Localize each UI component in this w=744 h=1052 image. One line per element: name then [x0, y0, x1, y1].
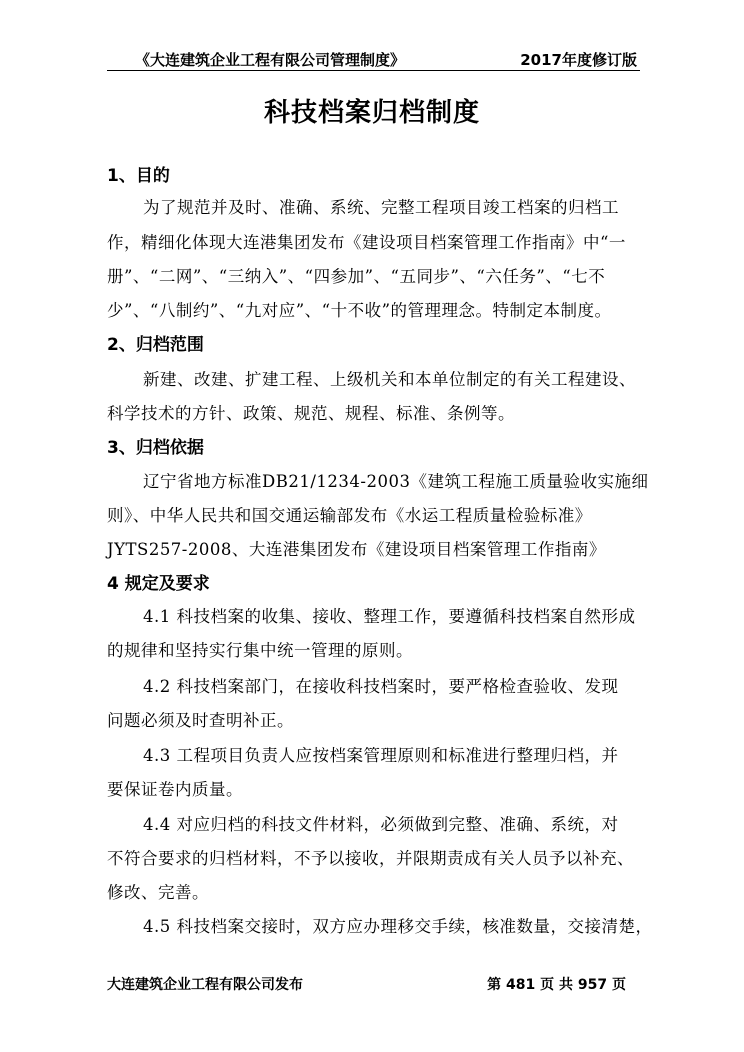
- paragraph-line: 问题必须及时查明补正。: [107, 711, 294, 730]
- paragraph-line: 则》、中华人民共和国交通运输部发布《水运工程质量检验标准》: [107, 506, 592, 525]
- header-rule: [107, 70, 640, 71]
- section-heading-scope: 2、归档范围: [107, 335, 204, 355]
- section-heading-purpose: 1、目的: [107, 166, 170, 186]
- page-title: 科技档案归档制度: [263, 98, 480, 128]
- paragraph-line: 4.1 科技档案的收集、接收、整理工作，要遵循科技档案自然形成: [143, 607, 636, 626]
- paragraph-line: 4.4 对应归档的科技文件材料，必须做到完整、准确、系统，对: [143, 815, 619, 834]
- paragraph-line: 科学技术的方针、政策、规范、规程、标准、条例等。: [107, 404, 515, 423]
- paragraph-line: 修改、完善。: [107, 883, 209, 902]
- footer-page-number: 第 481 页 共 957 页: [487, 977, 626, 993]
- paragraph-line: 要保证卷内质量。: [107, 780, 243, 799]
- paragraph-line: 不符合要求的归档材料，不予以接收，并限期责成有关人员予以补充、: [107, 849, 634, 868]
- section-heading-requirements: 4 规定及要求: [107, 574, 210, 594]
- paragraph-line: 少”、“八制约”、“九对应”、“十不收”的管理理念。特制定本制度。: [107, 301, 612, 320]
- paragraph-line: JYTS257-2008、大连港集团发布《建设项目档案管理工作指南》: [107, 540, 606, 559]
- paragraph-line: 新建、改建、扩建工程、上级机关和本单位制定的有关工程建设、: [143, 370, 636, 389]
- paragraph-line: 4.3 工程项目负责人应按档案管理原则和标准进行整理归档，并: [143, 746, 619, 765]
- paragraph-line: 册”、“二网”、“三纳入”、“四参加”、“五同步”、“六任务”、“七不: [107, 267, 606, 286]
- paragraph-line: 4.2 科技档案部门，在接收科技档案时，要严格检查验收、发现: [143, 677, 619, 696]
- header-document-title: 《大连建筑企业工程有限公司管理制度》: [135, 51, 406, 69]
- section-heading-basis: 3、归档依据: [107, 438, 204, 458]
- paragraph-line: 辽宁省地方标准DB21/1234-2003《建筑工程施工质量验收实施细: [143, 472, 649, 491]
- header-edition: 2017年度修订版: [520, 51, 637, 69]
- paragraph-line: 为了规范并及时、准确、系统、完整工程项目竣工档案的归档工: [143, 198, 619, 217]
- paragraph-line: 4.5 科技档案交接时，双方应办理移交手续，核准数量，交接清楚，: [143, 917, 653, 936]
- paragraph-line: 的规律和坚持实行集中统一管理的原则。: [107, 641, 413, 660]
- footer-publisher: 大连建筑企业工程有限公司发布: [107, 977, 303, 993]
- paragraph-line: 作，精细化体现大连港集团发布《建设项目档案管理工作指南》中“一: [107, 233, 626, 252]
